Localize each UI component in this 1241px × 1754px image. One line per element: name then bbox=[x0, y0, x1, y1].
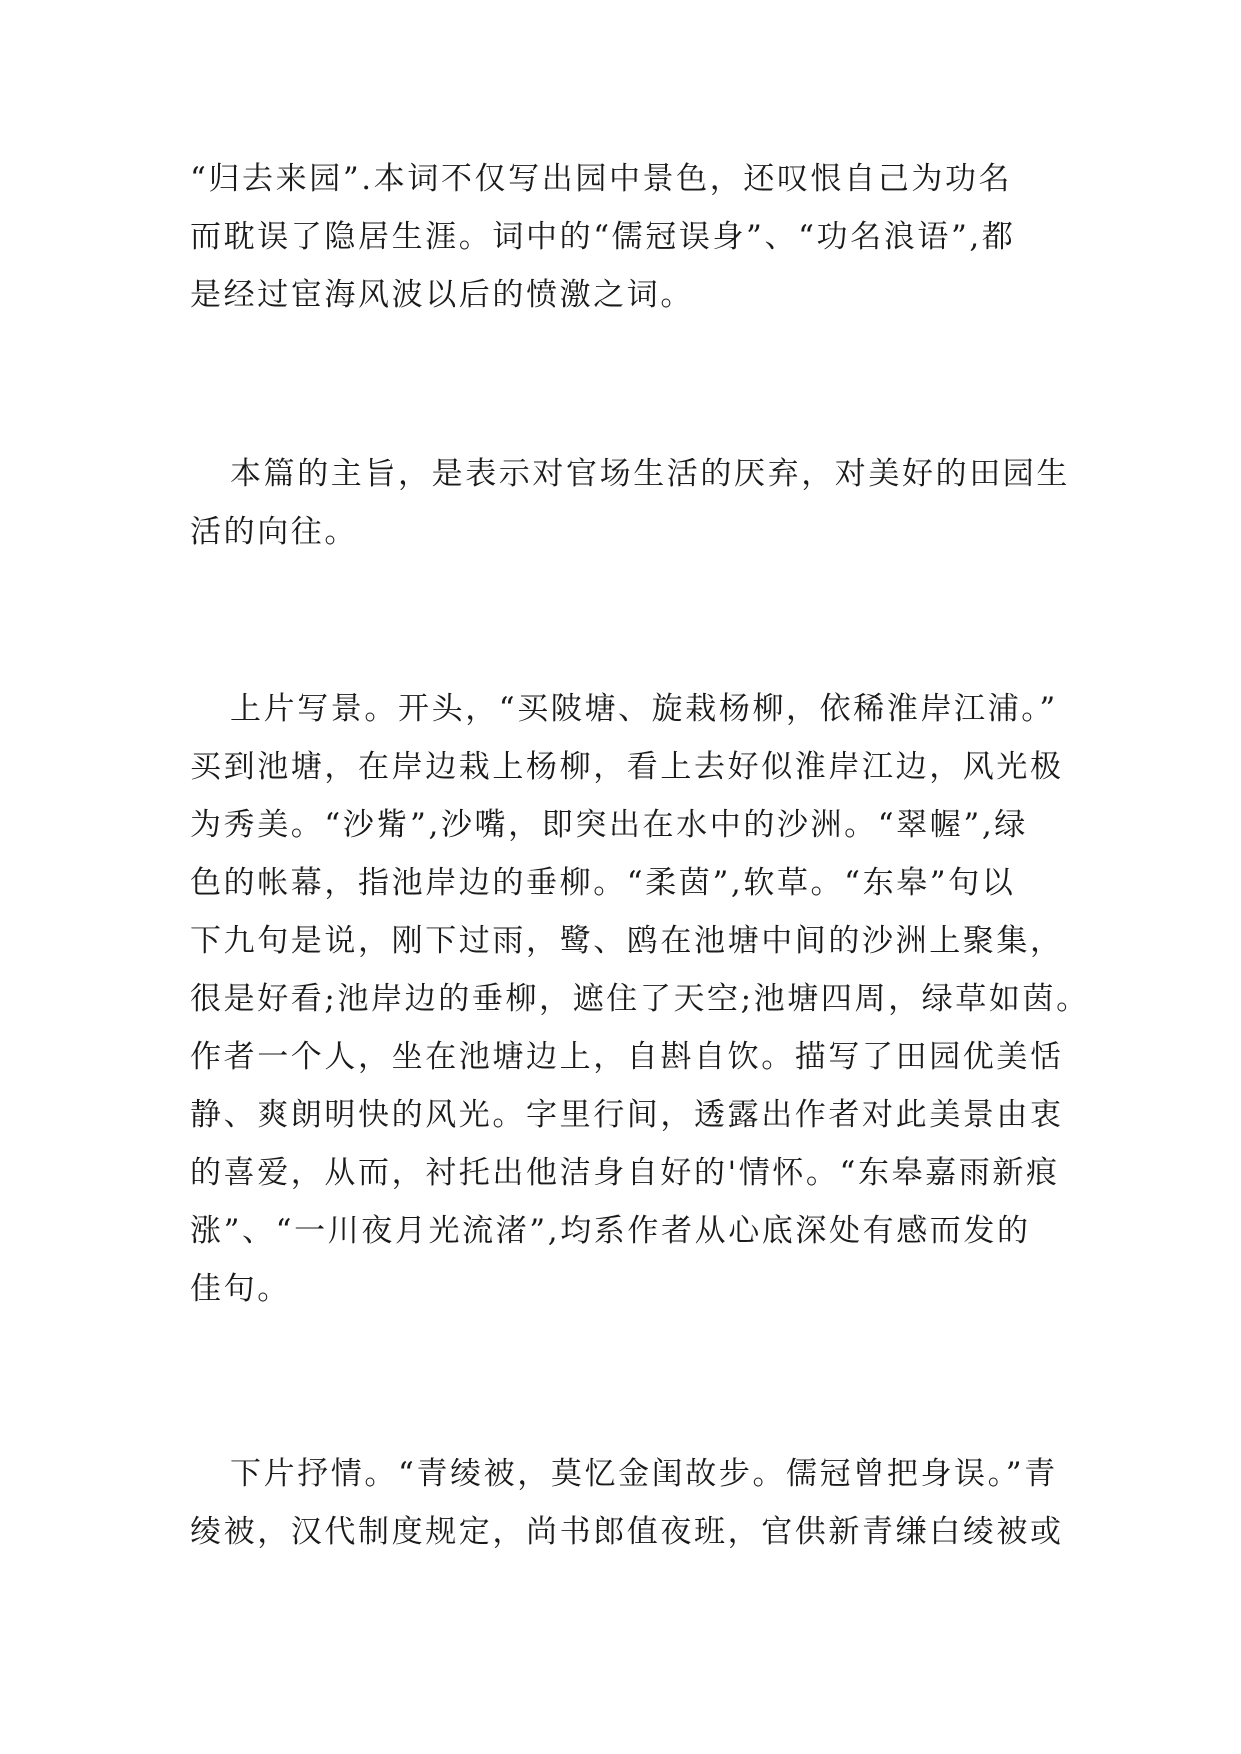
paragraph-line: 很是好看;池岸边的垂柳，遮住了天空;池塘四周，绿草如茵。 bbox=[190, 981, 1090, 1017]
paragraph-line: 下九句是说，刚下过雨，鹭、鸥在池塘中间的沙洲上聚集， bbox=[190, 923, 1064, 959]
paragraph-3 bbox=[190, 680, 1090, 1318]
paragraph-line: 涨”、“一川夜月光流渚”,均系作者从心底深处有感而发的 bbox=[190, 1213, 1031, 1249]
paragraph-line: 活的向往。 bbox=[190, 514, 358, 550]
paragraph-line: 色的帐幕，指池岸边的垂柳。“柔茵”,软草。“东皋”句以 bbox=[190, 865, 1016, 901]
paragraph-line: 佳句。 bbox=[190, 1271, 291, 1307]
paragraph-4 bbox=[190, 1445, 1064, 1561]
paragraph-line: 下片抒情。“青绫被，莫忆金闺故步。儒冠曾把身误。”青 bbox=[230, 1456, 1058, 1492]
paragraph-line: 上片写景。开头，“买陂塘、旋栽杨柳，依稀淮岸江浦。” bbox=[230, 691, 1058, 727]
paragraph-line: 的喜爱，从而，衬托出他洁身自好的'情怀。“东皋嘉雨新痕 bbox=[190, 1155, 1060, 1191]
paragraph-line: 而耽误了隐居生涯。词中的“儒冠误身”、“功名浪语”,都 bbox=[190, 219, 1016, 255]
paragraph-line: “归去来园”.本词不仅写出园中景色，还叹恨自己为功名 bbox=[190, 161, 1013, 197]
paragraph-2 bbox=[190, 445, 1070, 561]
paragraph-line: 是经过宦海风波以后的愤激之词。 bbox=[190, 277, 694, 313]
paragraph-line: 本篇的主旨，是表示对官场生活的厌弃，对美好的田园生 bbox=[230, 456, 1070, 492]
paragraph-line: 作者一个人，坐在池塘边上，自斟自饮。描写了田园优美恬 bbox=[190, 1039, 1064, 1075]
paragraph-line: 为秀美。“沙觜”,沙嘴，即突出在水中的沙洲。“翠幄”,绿 bbox=[190, 807, 1028, 843]
paragraph-line: 静、爽朗明快的风光。字里行间，透露出作者对此美景由衷 bbox=[190, 1097, 1064, 1133]
paragraph-line: 买到池塘，在岸边栽上杨柳，看上去好似淮岸江边，风光极 bbox=[190, 749, 1064, 785]
paragraph-line: 绫被，汉代制度规定，尚书郎值夜班，官供新青缣白绫被或 bbox=[190, 1514, 1064, 1550]
paragraph-1 bbox=[190, 150, 1060, 324]
